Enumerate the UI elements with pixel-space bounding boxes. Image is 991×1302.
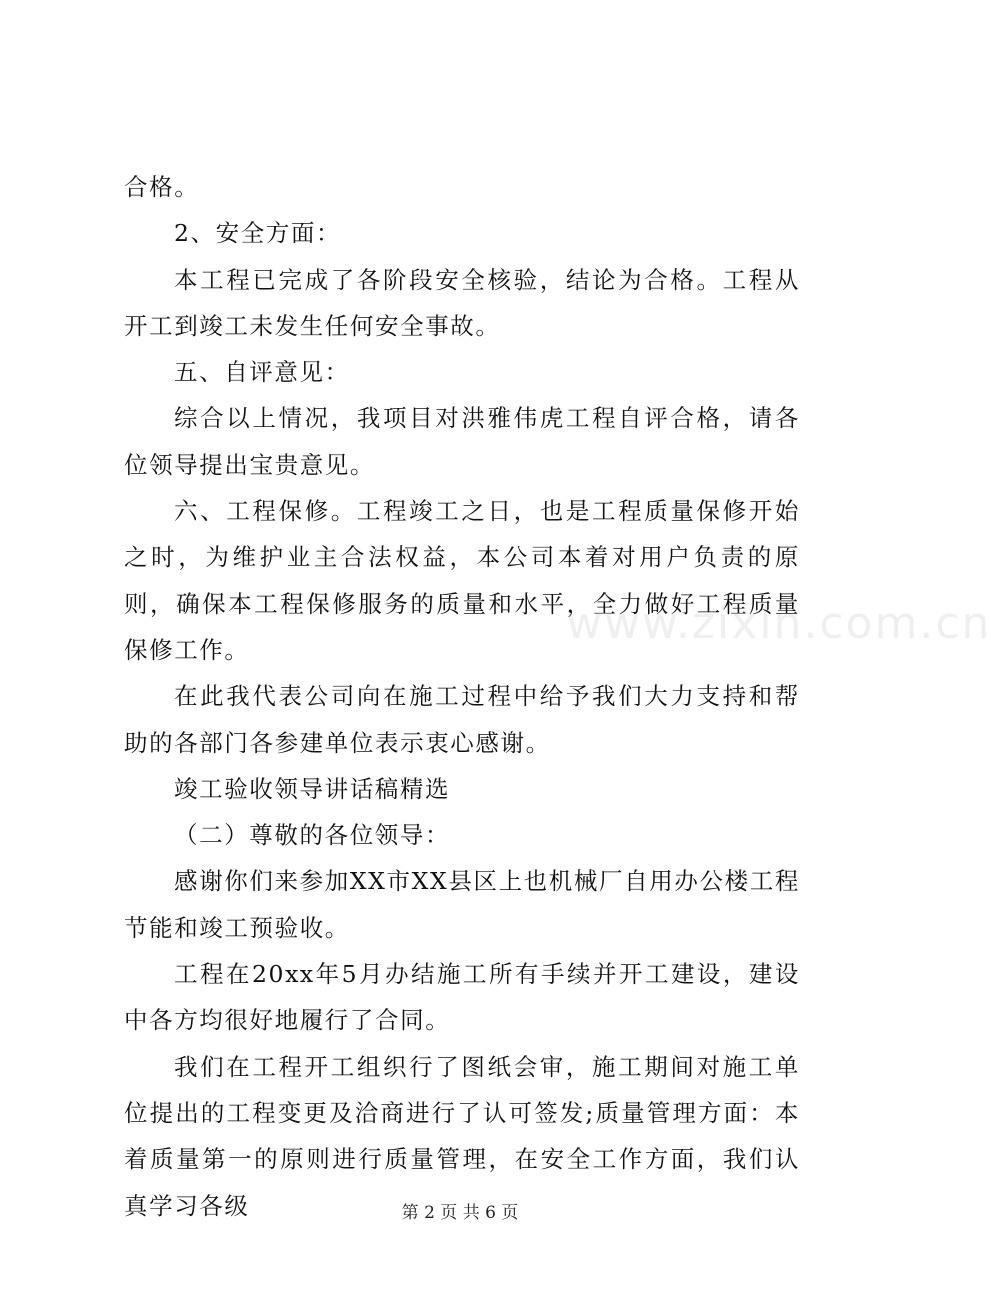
paragraph: 感谢你们来参加XX市XX县区上也机械厂自用办公楼工程节能和竣工预验收。 — [124, 867, 800, 942]
section-heading-safety: 2、安全方面： — [174, 219, 342, 248]
paragraph: 在此我代表公司向在施工过程中给予我们大力支持和帮助的各部门各参建单位表示衷心感谢。 — [124, 682, 800, 757]
paragraph: 综合以上情况，我项目对洪雅伟虎工程自评合格，请各位领导提出宝贵意见。 — [124, 404, 800, 479]
watermark: www.zixin.com.cn — [566, 598, 991, 649]
section-heading-self-evaluation: 五、自评意见： — [174, 358, 350, 387]
page-number: 第 2 页 共 6 页 — [401, 1203, 519, 1223]
document-body — [124, 164, 800, 1229]
paragraph: 工程在20xx年5月办结施工所有手续并开工建设，建设中各方均很好地履行了合同。 — [124, 960, 800, 1035]
paragraph: 我们在工程开工组织行了图纸会审，施工期间对施工单位提出的工程变更及洽商进行了认可签发;质量管理方面：本着质量第一的原则进行质量管理，在安全工作方面，我们认真学习各级 — [124, 1052, 800, 1220]
paragraph: 本工程已完成了各阶段安全核验，结论为合格。工程从开工到竣工未发生任何安全事故。 — [124, 265, 800, 340]
paragraph: 六、工程保修。工程竣工之日，也是工程质量保修开始之时，为维护业主合法权益，本公司本着对用户负责的原则，确保本工程保修服务的质量和水平，全力做好工程质量保修工作。 — [124, 497, 800, 664]
paragraph: 合格。 — [124, 173, 200, 201]
section-title: 竣工验收领导讲话稿精选 — [174, 774, 451, 803]
salutation: （二）尊敬的各位领导： — [174, 821, 451, 850]
